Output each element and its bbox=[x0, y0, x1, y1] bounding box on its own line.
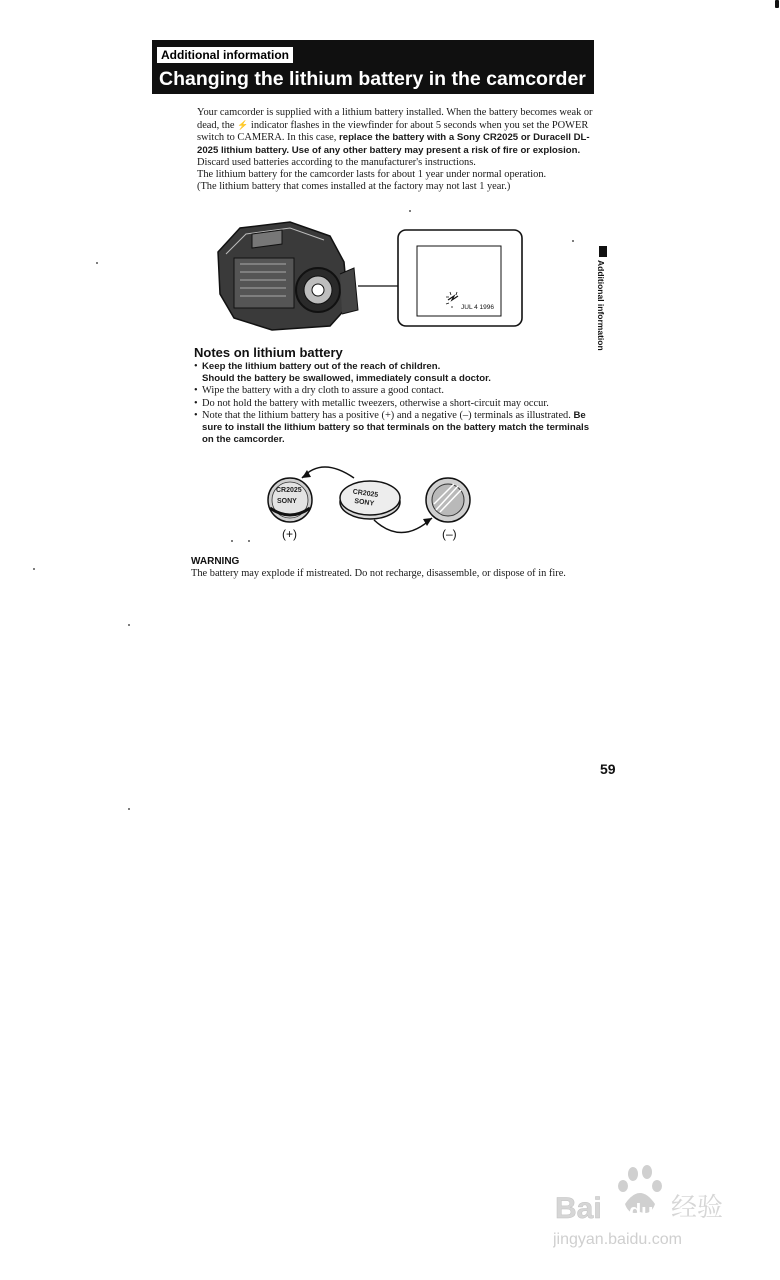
bullet: • bbox=[194, 385, 198, 397]
intro-paragraph bbox=[197, 107, 595, 193]
battery-plus-side-icon bbox=[268, 478, 312, 522]
flip-arrow-bottom bbox=[374, 518, 432, 533]
coin-model-text: CR2025 bbox=[276, 487, 302, 494]
section-label: Additional information bbox=[157, 47, 293, 63]
camcorder-icon bbox=[218, 222, 398, 330]
scan-speck bbox=[248, 540, 250, 542]
battery-figure bbox=[262, 458, 478, 548]
note-1-line-2: Should the battery be swallowed, immediately consult a doctor. bbox=[202, 373, 491, 385]
note-item bbox=[194, 398, 594, 410]
viewfinder-screen bbox=[398, 230, 522, 326]
warning-heading: WARNING bbox=[191, 556, 240, 567]
scan-speck bbox=[572, 240, 574, 242]
plus-label: (+) bbox=[282, 527, 297, 541]
scan-speck bbox=[128, 624, 130, 626]
coin-brand-text-2: SONY bbox=[353, 497, 375, 508]
watermark-brand-b: du bbox=[629, 1201, 654, 1223]
watermark-url: jingyan.baidu.com bbox=[553, 1231, 682, 1248]
scan-speck bbox=[231, 540, 233, 542]
battery-minus-side-icon bbox=[426, 478, 470, 522]
intro-warning-bold: replace the battery with a Sony CR2025 or Duracell DL-2025 lithium battery. Use of any other battery may present a risk of fire or explosion. bbox=[197, 132, 590, 156]
note-3-text: Do not hold the battery with metallic tweezers, otherwise a short-circuit may occur. bbox=[202, 397, 549, 409]
watermark-cn: 经验 bbox=[671, 1193, 724, 1223]
note-2-text: Wipe the battery with a dry cloth to assure a good contact. bbox=[202, 385, 444, 397]
lcd-date-text: JUL 4 1996 bbox=[461, 304, 495, 311]
scan-speck bbox=[33, 568, 35, 570]
watermark-brand-a: Bai bbox=[555, 1192, 602, 1225]
camcorder-figure bbox=[212, 214, 528, 336]
intro-text-2: indicator flashes in the viewfinder for about 5 seconds when you set the POWER switch to CAMERA. In this case, bbox=[197, 120, 589, 144]
intro-text-1: Your camcorder is supplied with a lithium battery installed. When the battery becomes weak or dead, the bbox=[197, 107, 593, 132]
bullet: • bbox=[194, 361, 198, 372]
intro-text-3: Discard used batteries according to the manufacturer's instructions. bbox=[197, 156, 476, 168]
intro-text-4: The lithium battery for the camcorder lasts for about 1 year under normal operation. bbox=[197, 169, 547, 181]
page-title: Changing the lithium battery in the camcorder bbox=[159, 68, 586, 90]
scan-speck bbox=[775, 0, 779, 8]
scan-speck bbox=[409, 210, 411, 212]
bullet: • bbox=[194, 409, 198, 421]
note-1-line-1: Keep the lithium battery out of the reach of children. bbox=[202, 361, 441, 372]
warning-text: The battery may explode if mistreated. Do not recharge, disassemble, or dispose of in fire. bbox=[191, 568, 566, 579]
minus-label: (–) bbox=[442, 527, 457, 541]
note-4-bold: Be sure to install the lithium battery so that terminals on the battery match the terminals on the camcorder. bbox=[202, 409, 590, 446]
battery-indicator-icon: ⚡ bbox=[237, 120, 249, 131]
notes-heading: Notes on lithium battery bbox=[194, 345, 343, 360]
battery-tilted-icon bbox=[340, 481, 400, 519]
notes-list bbox=[194, 361, 594, 446]
scan-speck bbox=[96, 262, 98, 264]
note-item bbox=[194, 361, 594, 385]
scan-speck bbox=[128, 808, 130, 810]
baidu-watermark-logo bbox=[553, 1160, 738, 1250]
note-item bbox=[194, 385, 594, 397]
side-tab-label: Additional information bbox=[596, 260, 606, 351]
note-4-text: Note that the lithium battery has a positive (+) and a negative (–) terminals as illustrated. bbox=[202, 409, 574, 421]
bullet: • bbox=[194, 397, 198, 409]
coin-model-text-2: CR2025 bbox=[352, 488, 379, 500]
intro-text-5: (The lithium battery that comes installed at the factory may not last 1 year.) bbox=[197, 181, 511, 193]
note-item bbox=[194, 410, 594, 447]
side-tab-marker bbox=[599, 246, 607, 257]
coin-brand-text: SONY bbox=[277, 498, 297, 505]
page-number: 59 bbox=[600, 761, 616, 777]
